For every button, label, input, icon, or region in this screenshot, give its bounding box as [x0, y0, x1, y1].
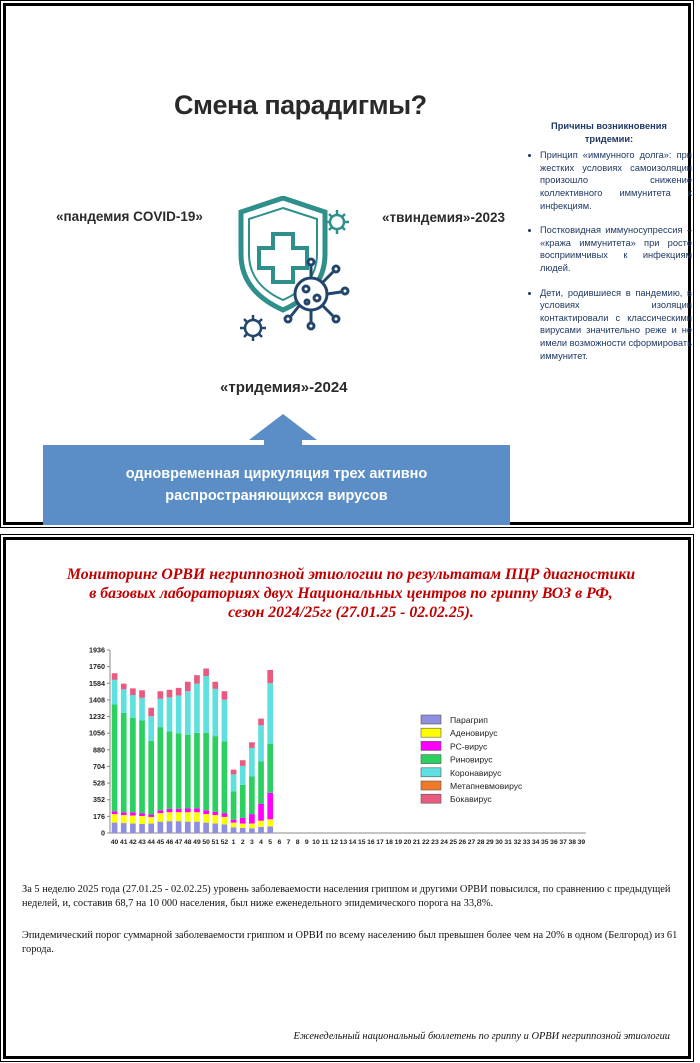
- y-tick-label: 880: [93, 745, 105, 755]
- bar-segment: [148, 824, 154, 833]
- epidemic-threshold-paragraph: Эпидемический порог суммарной заболеваемости гриппом и ОРВИ по всему населению был превышен более чем на 20% в одном (Белгород) из 61 города.: [22, 930, 678, 955]
- slide2-title: [26, 565, 676, 622]
- bar-segment: [222, 813, 228, 817]
- x-tick-label: 13: [339, 839, 348, 846]
- bar-segment: [267, 670, 273, 683]
- reason-immunosuppression: • Постковидная иммуносупрессия – «кража иммунитета» при росте восприимчивых к инфекциям людей.: [540, 224, 692, 274]
- bar-segment: [176, 695, 182, 733]
- bar-segment: [240, 760, 246, 766]
- x-tick-label: 8: [295, 839, 300, 846]
- legend-label: Риновирус: [450, 754, 493, 765]
- bar-segment: [249, 814, 255, 823]
- x-tick-label: 22: [422, 839, 430, 846]
- x-tick-label: 18: [385, 839, 393, 846]
- legend-swatch: [421, 741, 441, 750]
- bar-segment: [212, 815, 218, 824]
- tridemic-reasons-panel: [526, 120, 692, 374]
- x-tick-label: 33: [522, 839, 531, 846]
- x-tick-label: 25: [449, 839, 458, 846]
- bar-segment: [194, 675, 200, 684]
- legend-label: Метапневмовирус: [450, 781, 523, 791]
- bar-segment: [258, 804, 264, 821]
- legend-label: Аденовирус: [450, 728, 498, 739]
- bar-segment: [258, 725, 264, 761]
- x-tick-label: 19: [394, 839, 403, 846]
- x-tick-label: 6: [277, 839, 282, 846]
- bar-segment: [148, 741, 154, 815]
- x-tick-label: 5: [268, 839, 273, 846]
- slide-arvi-monitoring: [3, 537, 691, 1059]
- bar-segment: [267, 793, 273, 819]
- bar-segment: [258, 827, 264, 833]
- x-tick-label: 12: [330, 839, 339, 846]
- bar-segment: [130, 824, 136, 833]
- bar-segment: [194, 808, 200, 812]
- bar-segment: [231, 791, 237, 819]
- x-tick-label: 49: [193, 839, 201, 846]
- incidence-summary-paragraph: За 5 неделю 2025 года (27.01.25 - 02.02.25) уровень заболеваемости населения гриппом и другими ОРВИ повысился, по сравнению с предыдущей неделей, и, составив 68,7 на 10 000 населения, был ниже еженедельного эпидемического порога на 33,8%.: [22, 884, 671, 909]
- x-tick-label: 48: [184, 839, 192, 846]
- bar-segment: [158, 810, 164, 813]
- bar-segment: [267, 819, 273, 826]
- bar-segment: [176, 812, 182, 821]
- legend-label: Коронавирус: [450, 767, 502, 778]
- virus-bottom-icon: [240, 315, 266, 341]
- bar-segment: [167, 821, 173, 833]
- bar-segment: [212, 824, 218, 833]
- bar-segment: [158, 699, 164, 727]
- co-circulation-banner: [43, 445, 510, 525]
- x-tick-label: 26: [458, 839, 467, 846]
- bar-segment: [222, 691, 228, 700]
- x-tick-label: 37: [559, 839, 567, 846]
- x-tick-label: 10: [312, 839, 320, 846]
- y-tick-label: 704: [93, 761, 105, 771]
- bar-segment: [240, 785, 246, 818]
- bar-segment: [203, 814, 209, 823]
- x-tick-label: 4: [259, 839, 263, 846]
- bar-segment: [194, 822, 200, 833]
- bar-segment: [203, 733, 209, 811]
- x-tick-label: 39: [577, 839, 586, 846]
- x-tick-label: 11: [321, 839, 329, 846]
- y-tick-label: 1584: [89, 678, 105, 688]
- bar-segment: [240, 828, 246, 833]
- slide1-title: Смена парадигмы?: [174, 90, 427, 120]
- bar-segment: [222, 741, 228, 813]
- bar-segment: [203, 823, 209, 833]
- bar-segment: [121, 689, 127, 713]
- legend-swatch: [421, 768, 441, 777]
- bar-segment: [194, 812, 200, 821]
- bar-segment: [203, 669, 209, 677]
- x-tick-label: 32: [513, 839, 522, 846]
- slide-paradigm-shift: [3, 3, 691, 525]
- bar-segment: [240, 818, 246, 824]
- banner-line2: распространяющихся вирусов: [165, 488, 388, 504]
- bar-segment: [185, 822, 191, 833]
- reasons-title: [526, 120, 692, 145]
- bar-segment: [267, 826, 273, 833]
- pcr-stacked-bar-chart: [76, 640, 606, 862]
- x-tick-label: 17: [376, 839, 384, 846]
- x-tick-label: 15: [357, 839, 366, 846]
- bar-segment: [203, 810, 209, 814]
- bar-segment: [258, 719, 264, 726]
- x-tick-label: 51: [211, 839, 220, 846]
- x-tick-label: 29: [486, 839, 494, 846]
- bar-segment: [158, 691, 164, 699]
- y-tick-label: 1760: [89, 662, 105, 672]
- bar-segment: [121, 823, 127, 833]
- bar-segment: [112, 823, 118, 833]
- slide2-title-line2: в базовых лабораториях двух Национальных центров по гриппу ВОЗ в РФ,: [89, 585, 613, 602]
- bar-segment: [185, 808, 191, 812]
- bar-segment: [112, 680, 118, 705]
- bar-segment: [258, 821, 264, 827]
- bar-segment: [222, 817, 228, 825]
- chart-legend: [421, 715, 523, 804]
- bar-segment: [176, 733, 182, 809]
- bar-segment: [185, 691, 191, 734]
- slide2-title-line3: сезон 2024/25гг (27.01.25 - 02.02.25).: [228, 604, 474, 621]
- legend-swatch: [421, 715, 441, 724]
- bar-segment: [231, 774, 237, 791]
- x-tick-label: 24: [440, 839, 448, 846]
- bar-segment: [139, 824, 145, 833]
- x-tick-label: 9: [304, 839, 309, 846]
- y-tick-label: 0: [101, 828, 105, 838]
- bar-segment: [240, 766, 246, 785]
- chart-bars: [112, 669, 273, 833]
- bar-segment: [212, 812, 218, 815]
- bar-segment: [112, 814, 118, 823]
- x-tick-label: 43: [138, 839, 146, 846]
- bar-segment: [249, 742, 255, 748]
- bar-segment: [176, 809, 182, 812]
- x-tick-label: 45: [156, 839, 165, 846]
- bar-segment: [148, 708, 154, 717]
- y-tick-label: 1936: [89, 645, 105, 655]
- shield-virus-illustration: [233, 196, 363, 356]
- bar-segment: [130, 718, 136, 813]
- bar-segment: [212, 689, 218, 736]
- bar-segment: [249, 824, 255, 829]
- virus-small-icon: [325, 210, 349, 234]
- y-tick-label: 1408: [89, 695, 105, 705]
- x-tick-label: 20: [403, 839, 412, 846]
- up-arrow-icon: [249, 414, 317, 440]
- y-tick-label: 1232: [89, 712, 105, 722]
- bar-segment: [139, 721, 145, 814]
- bar-segment: [212, 682, 218, 689]
- bar-segment: [176, 821, 182, 833]
- label-covid-pandemic: «пандемия COVID-19»: [56, 209, 203, 224]
- bar-segment: [222, 824, 228, 833]
- bar-segment: [158, 727, 164, 810]
- bar-segment: [167, 690, 173, 698]
- banner-line1: одновременная циркуляция трех активно: [125, 466, 428, 482]
- bar-segment: [148, 716, 154, 741]
- bar-segment: [194, 684, 200, 733]
- bar-segment: [267, 744, 273, 793]
- legend-label: Бокавирус: [450, 794, 492, 805]
- bar-segment: [148, 817, 154, 824]
- x-tick-label: 27: [467, 839, 476, 846]
- x-tick-label: 40: [110, 839, 119, 846]
- bar-segment: [112, 673, 118, 680]
- legend-label: Парагрип: [450, 715, 488, 725]
- slide2-title-line1: Мониторинг ОРВИ негриппозной этиологии по результатам ПЦР диагностики: [66, 566, 636, 583]
- legend-swatch: [421, 755, 441, 764]
- bar-segment: [203, 676, 209, 733]
- legend-label: РС-вирус: [450, 741, 488, 752]
- legend-swatch: [421, 794, 441, 803]
- bar-segment: [167, 812, 173, 821]
- x-tick-label: 7: [286, 839, 291, 846]
- bulletin-footer: Еженедельный национальный бюллетень по гриппу и ОРВИ негриппозной этиологии: [293, 1031, 670, 1042]
- reason-immune-debt: • Принцип «иммунного долга»: при жестких условиях самоизоляции произошло снижение коллективного иммунитета к инфекциям.: [540, 149, 692, 212]
- bar-segment: [212, 736, 218, 812]
- chart-axes: [89, 646, 586, 838]
- reason-children-isolation: • Дети, родившиеся в пандемию, в условиях изоляции контактировали с классическими вирусами значительно реже и не имели возможности сформировать иммунитет.: [540, 287, 692, 363]
- x-tick-label: 23: [431, 839, 439, 846]
- bar-segment: [130, 816, 136, 824]
- label-twindemic: «твиндемия»-2023: [382, 210, 505, 225]
- x-tick-label: 50: [202, 839, 210, 846]
- x-tick-label: 38: [568, 839, 577, 846]
- bar-segment: [267, 683, 273, 743]
- x-tick-label: 34: [531, 839, 540, 846]
- y-tick-label: 352: [93, 795, 105, 805]
- reasons-list: [526, 149, 692, 362]
- x-tick-label: 47: [174, 839, 183, 846]
- bar-segment: [194, 733, 200, 809]
- chart-x-ticks: [111, 839, 586, 846]
- bar-segment: [249, 748, 255, 776]
- bar-segment: [231, 827, 237, 833]
- x-tick-label: 31: [504, 839, 512, 846]
- x-tick-label: 2: [240, 839, 245, 846]
- bar-segment: [167, 809, 173, 812]
- bar-segment: [167, 697, 173, 731]
- bar-segment: [139, 698, 145, 721]
- bar-segment: [121, 684, 127, 690]
- bar-segment: [240, 824, 246, 828]
- bar-segment: [185, 735, 191, 809]
- x-tick-label: 30: [495, 839, 503, 846]
- label-tridemic: «тридемия»-2024: [220, 379, 348, 396]
- x-tick-label: 21: [412, 839, 421, 846]
- x-tick-label: 52: [220, 839, 229, 846]
- x-tick-label: 1: [231, 839, 236, 846]
- bar-segment: [231, 820, 237, 823]
- bar-segment: [249, 828, 255, 833]
- bar-segment: [121, 812, 127, 815]
- x-tick-label: 14: [348, 839, 357, 846]
- legend-swatch: [421, 728, 441, 737]
- reasons-title-line2: тридемии:: [584, 133, 634, 144]
- x-tick-label: 36: [550, 839, 558, 846]
- bar-segment: [121, 815, 127, 823]
- bar-segment: [185, 812, 191, 821]
- bar-segment: [231, 823, 237, 828]
- x-tick-label: 41: [119, 839, 128, 846]
- legend-swatch: [421, 781, 441, 790]
- x-tick-label: 35: [541, 839, 549, 846]
- bar-segment: [185, 682, 191, 691]
- bar-segment: [112, 704, 118, 811]
- bar-segment: [139, 690, 145, 698]
- bar-segment: [176, 688, 182, 696]
- bar-segment: [158, 822, 164, 833]
- y-tick-label: 1056: [89, 728, 105, 738]
- bar-segment: [249, 776, 255, 814]
- bar-segment: [130, 812, 136, 815]
- x-tick-label: 28: [476, 839, 485, 846]
- bar-segment: [121, 713, 127, 812]
- reasons-title-line1: Причины возникновения: [551, 121, 667, 131]
- y-tick-label: 528: [93, 778, 105, 788]
- bar-segment: [139, 813, 145, 816]
- bar-segment: [148, 815, 154, 817]
- x-tick-label: 44: [147, 839, 155, 846]
- x-tick-label: 46: [165, 839, 174, 846]
- bar-segment: [258, 761, 264, 804]
- bar-segment: [222, 700, 228, 742]
- bar-segment: [112, 811, 118, 814]
- bar-segment: [130, 688, 136, 695]
- x-tick-label: 42: [129, 839, 137, 846]
- y-tick-label: 176: [93, 811, 105, 821]
- x-tick-label: 3: [249, 839, 254, 846]
- bar-segment: [130, 695, 136, 718]
- bar-segment: [158, 813, 164, 822]
- bar-segment: [167, 731, 173, 809]
- bar-segment: [231, 770, 237, 775]
- x-tick-label: 16: [367, 839, 375, 846]
- bar-segment: [139, 816, 145, 824]
